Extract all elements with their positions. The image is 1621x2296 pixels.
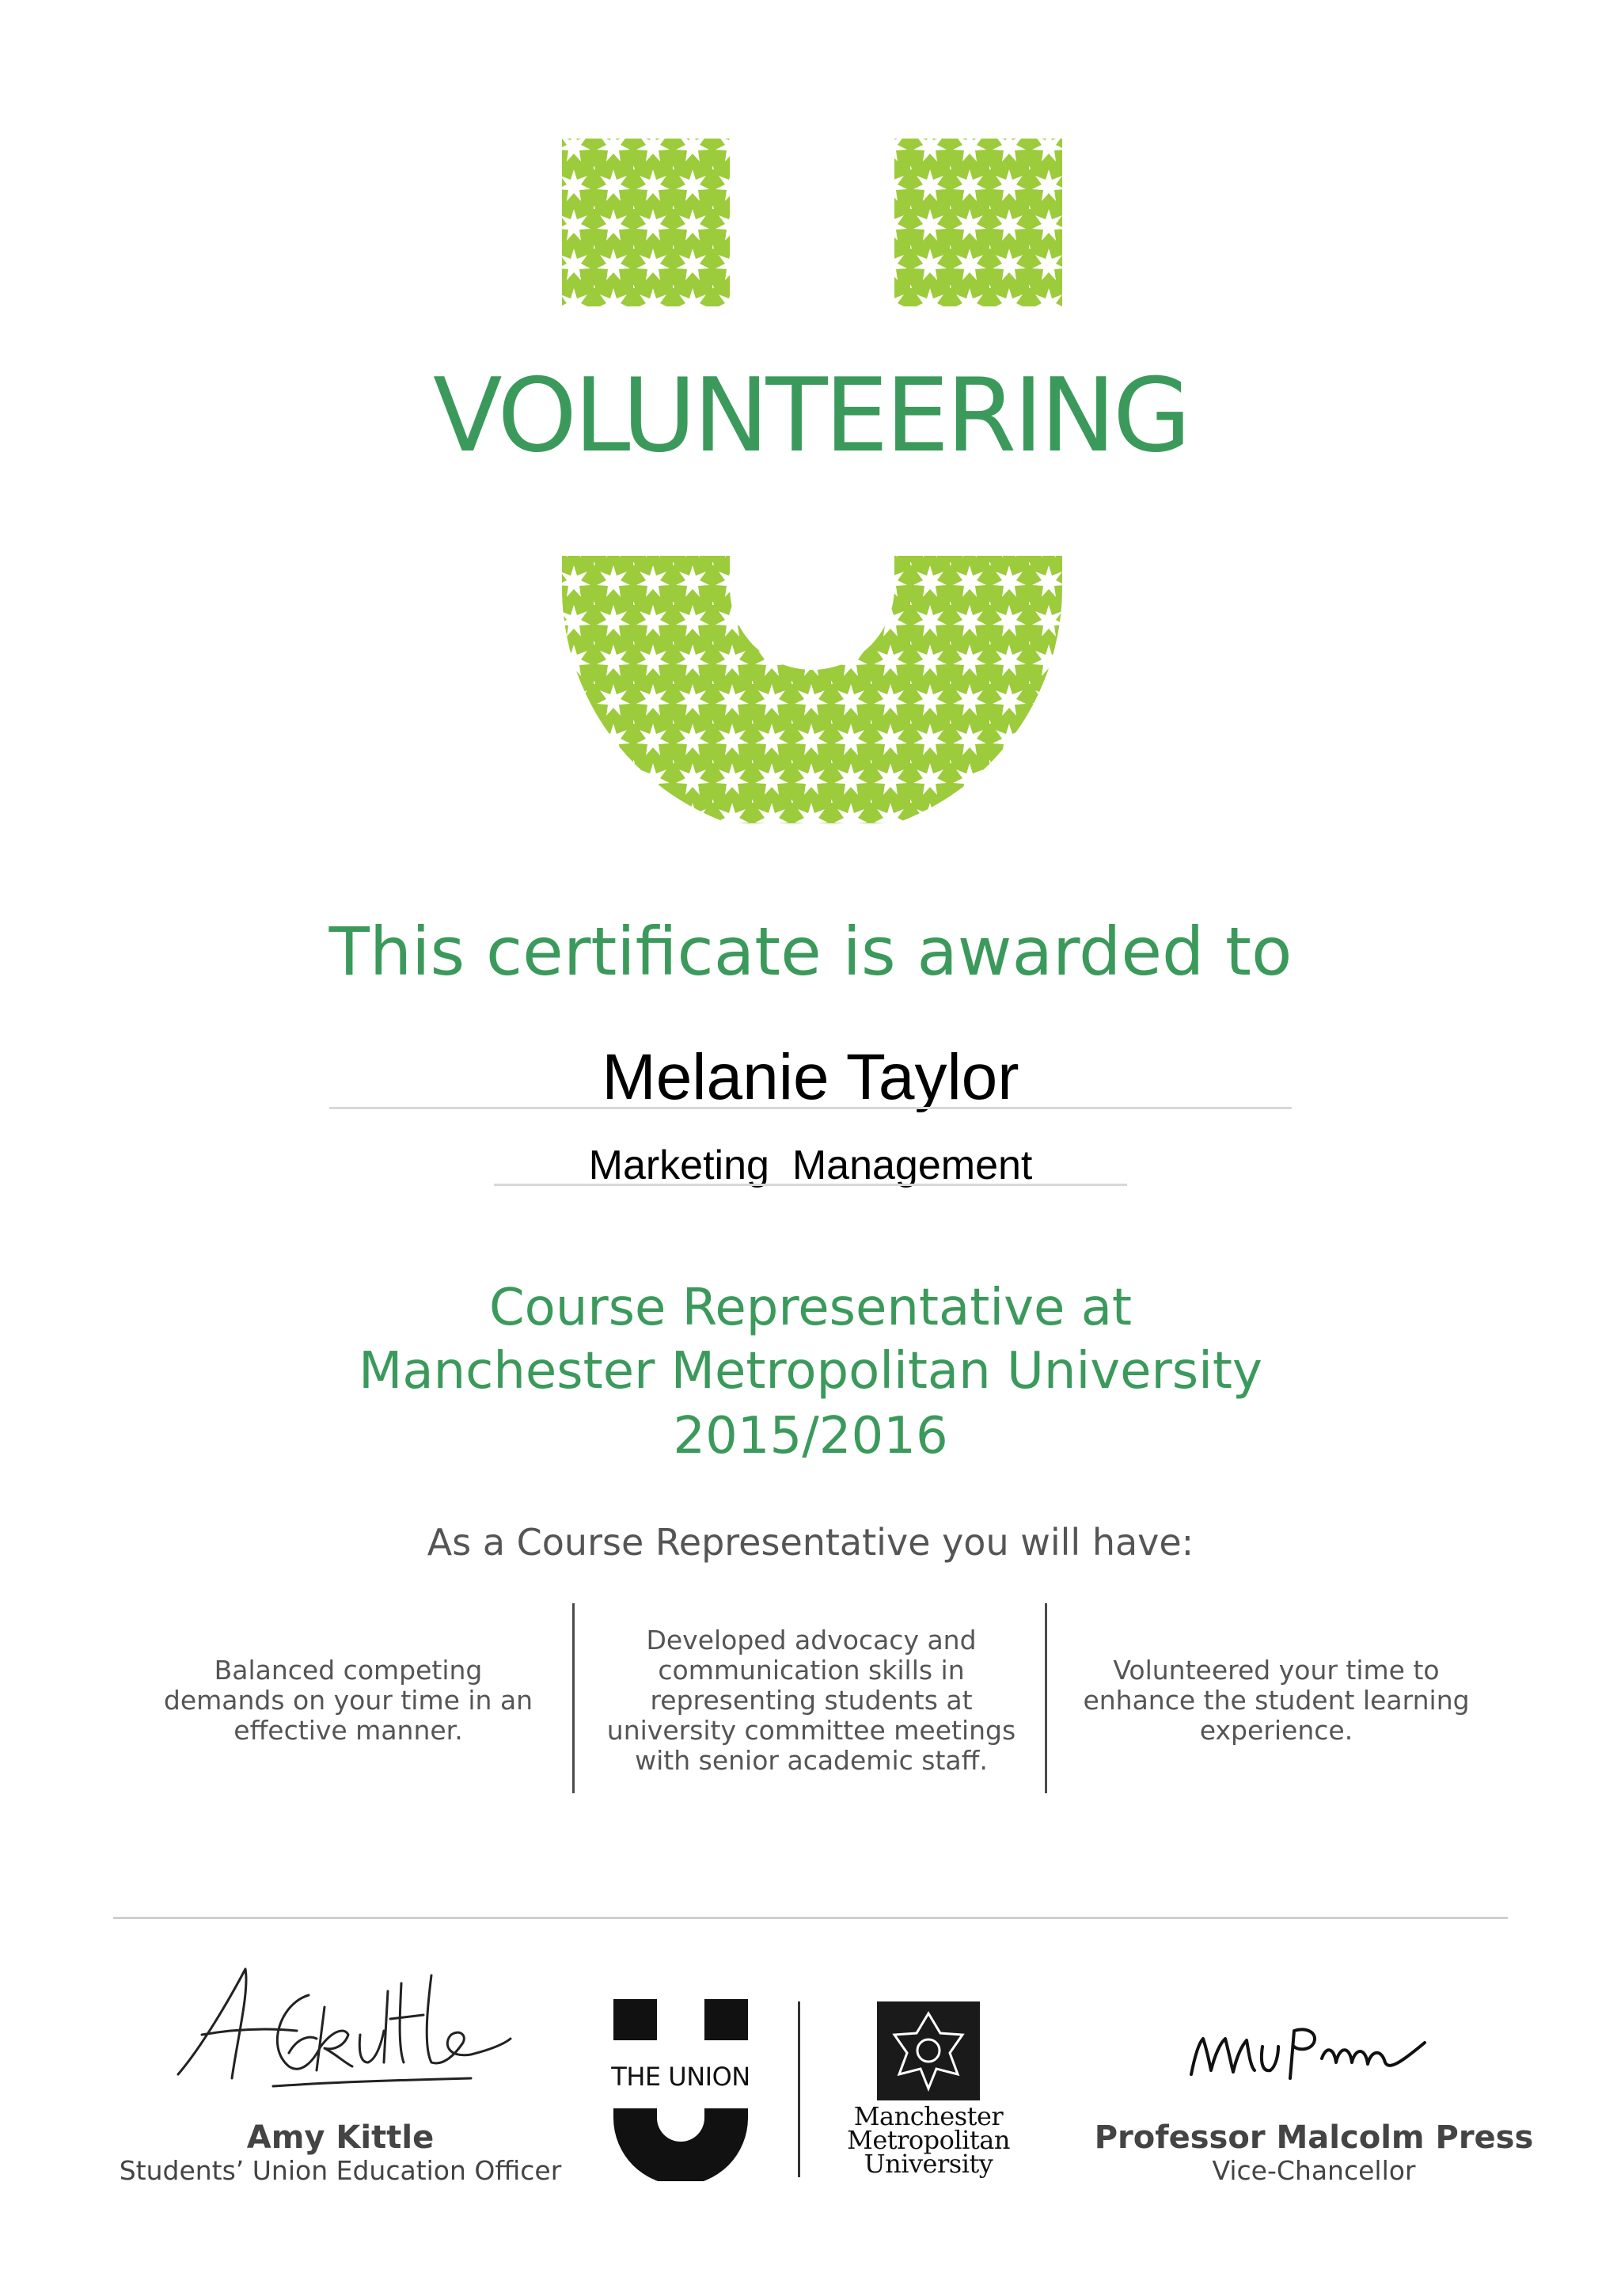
role-line-2: Manchester Metropolitan University [359,1342,1262,1401]
outcome-line: with senior academic staff. [635,1745,988,1776]
column-divider [572,1603,575,1793]
mmu-text-line: Metropolitan [847,2125,1010,2155]
outcome-item [598,1625,1025,1776]
name-underline [329,1107,1292,1109]
volunteering-u-logo-icon [475,127,1148,823]
outcome-item [1065,1655,1488,1746]
signer-left-title: Students’ Union Education Officer [119,2155,562,2186]
outcome-line: enhance the student learning [1083,1685,1470,1716]
column-divider [1045,1603,1047,1793]
logo-u-bowl [562,556,1062,823]
outcomes-heading: As a Course Representative you will have: [427,1521,1194,1564]
logo-left-block [562,139,730,306]
course-underline [494,1184,1127,1186]
logo-right-block [894,139,1062,306]
course-name: Marketing Management [588,1142,1033,1188]
outcome-item [150,1655,546,1746]
logo-divider [798,2001,800,2177]
role-year: 2015/2016 [673,1407,948,1465]
mmu-text-line: University [864,2149,993,2179]
signature-malcolm-press-icon [1187,2015,1433,2086]
signature-amy-kittle-icon [170,1960,518,2102]
awarded-heading: This certificate is awarded to [328,913,1293,990]
outcome-line: demands on your time in an [163,1685,533,1716]
outcome-line: Developed advocacy and [646,1625,977,1655]
signer-right-name: Professor Malcolm Press [1094,2119,1534,2156]
mmu-text-line: Manchester [853,2101,1004,2131]
recipient-name: Melanie Taylor [602,1041,1019,1113]
mmu-crest-icon [877,2001,980,2100]
outcome-line: university committee meetings [606,1715,1016,1746]
outcome-line: representing students at [650,1685,973,1716]
outcome-line: Balanced competing [214,1655,483,1686]
footer-divider [113,1917,1508,1919]
union-label: THE UNION [611,2062,750,2092]
role-line-1: Course Representative at [488,1279,1133,1337]
outcome-line: experience. [1199,1715,1353,1746]
outcome-line: Volunteered your time to [1113,1655,1440,1686]
outcome-line: communication skills in [658,1655,965,1686]
signer-left-name: Amy Kittle [246,2119,435,2156]
signer-right-title: Vice-Chancellor [1212,2155,1416,2186]
volunteering-title: VOLUNTEERING [433,357,1188,475]
outcome-line: effective manner. [233,1715,463,1746]
